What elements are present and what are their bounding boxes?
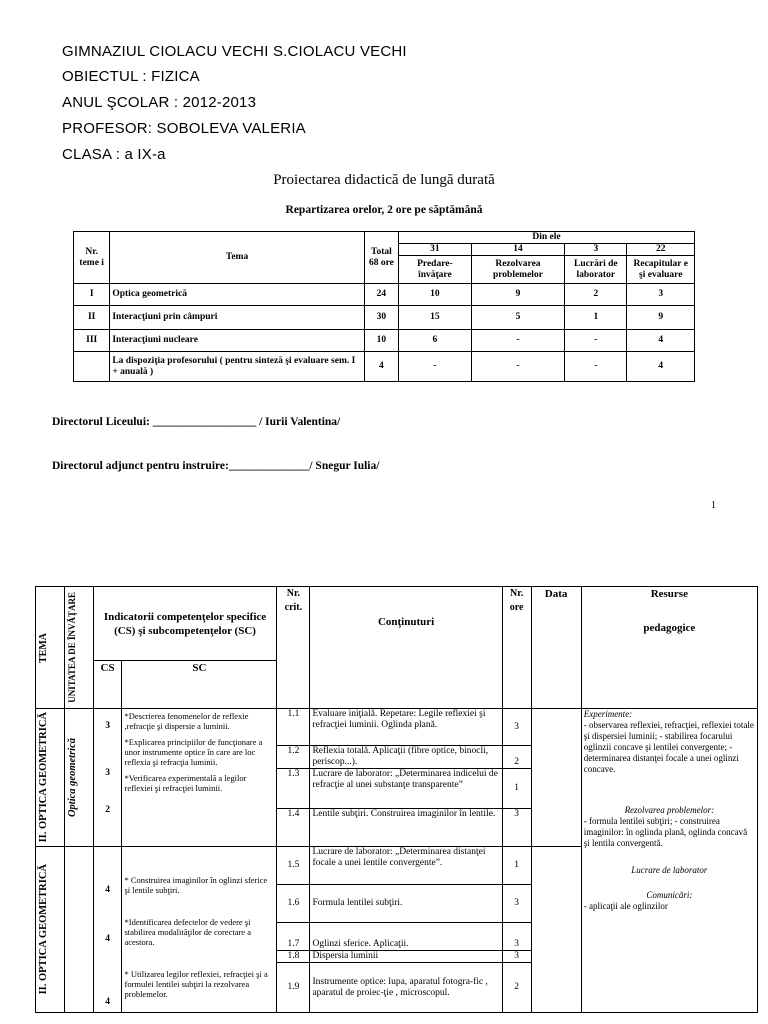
lesson-nr: 1.8 — [277, 951, 310, 963]
lesson-content: Oglinzi sferice. Aplicaţii. — [310, 923, 502, 951]
experiments-title: Experimente: — [583, 709, 633, 719]
school-year-line: ANUL ŞCOLAR : 2012-2013 — [62, 94, 257, 111]
lesson-content: Lucrare de laborator: „Determinarea distanţei focale a unei lentile convergente”. — [310, 847, 502, 885]
experiments-list: - observarea reflexiei, refracţiei, reflexiei totale şi dispersiei luminii; - stabilirea focarului oglinzii concave şi lentilei convergente; - determinarea distanţei focale a unei oglinzi concave. — [583, 720, 754, 774]
lesson-nr: 1.2 — [277, 746, 310, 769]
row-c1: 10 — [399, 284, 472, 306]
class-line: CLASA : a IX-a — [62, 146, 166, 163]
header-tema-cell — [36, 587, 65, 709]
cs-cell-1 — [93, 709, 122, 847]
table-row — [74, 306, 695, 330]
row-nr — [74, 352, 110, 382]
row-c3: 2 — [565, 284, 627, 306]
label-predare: Predare-învăţare — [399, 256, 472, 284]
communications-title: Comunicări: — [646, 890, 693, 900]
cs-cell-2 — [93, 847, 122, 1013]
lesson-nr: 1.4 — [277, 809, 310, 847]
header-unit-cell — [64, 587, 93, 709]
lesson-nr: 1.3 — [277, 769, 310, 809]
row-c2: - — [471, 352, 564, 382]
sc-item: *Descrierea fenomenelor de reflexie ,refracţie şi dispersie a luminii. — [124, 711, 249, 731]
lesson-nr: 1.7 — [277, 923, 310, 951]
lesson-hours: 1 — [502, 769, 531, 809]
teacher-line: PROFESOR: SOBOLEVA VALERIA — [62, 120, 306, 137]
table-row — [74, 330, 695, 352]
lesson-hours: 2 — [502, 746, 531, 769]
row-c4: 4 — [627, 352, 695, 382]
row-c4: 4 — [627, 330, 695, 352]
unit-cell-1 — [64, 709, 93, 847]
tema-label: II. OPTICA GEOMETRICĂ — [38, 712, 49, 843]
row-c2: 5 — [471, 306, 564, 330]
row-c4: 9 — [627, 306, 695, 330]
document-subtitle: Repartizarea orelor, 2 ore pe săptămână — [285, 204, 483, 216]
tema-cell-1 — [36, 709, 65, 847]
sc-item: * Utilizarea legilor reflexiei, refracţiei şi a formulei lentilei subţiri la rezolvarea problemelor. — [124, 969, 268, 999]
subject-line: OBIECTUL : FIZICA — [62, 68, 200, 85]
document-title: Proiectarea didactică de lungă durată — [273, 172, 495, 188]
row-tema: Interacţiuni prin câmpuri — [110, 306, 364, 330]
lesson-hours: 3 — [502, 923, 531, 951]
row-nr: II — [74, 306, 110, 330]
header-content: Conţinuturi — [310, 587, 502, 709]
row-c1: 15 — [399, 306, 472, 330]
lesson-hours: 3 — [502, 809, 531, 847]
label-recapitulare: Recapitular e şi evaluare — [627, 256, 695, 284]
header-sc: SC — [122, 661, 277, 709]
row-total: 24 — [364, 284, 398, 306]
planning-table — [35, 586, 758, 1013]
sc-item: * Construirea imaginilor în oglinzi sferice şi lentile subţiri. — [124, 875, 268, 895]
lesson-hours: 3 — [502, 885, 531, 923]
tema-label: II. OPTICA GEOMETRICĂ — [38, 864, 49, 995]
header-total: Total 68 ore — [364, 232, 398, 284]
header-resources — [581, 587, 757, 709]
lesson-content: Reflexia totală. Aplicaţii (fibre optice, binocli, periscop...). — [310, 746, 502, 769]
cs-value: 4 — [105, 934, 110, 944]
tema-cell-2 — [36, 847, 65, 1013]
director-signature: Directorul Liceului: __________________ / Iurii Valentina/ — [52, 416, 341, 428]
table-row — [74, 352, 695, 382]
unit-cell-2 — [64, 847, 93, 1013]
lesson-nr: 1.5 — [277, 847, 310, 885]
row-tema: Interacţiuni nucleare — [110, 330, 364, 352]
lesson-hours: 2 — [502, 963, 531, 1013]
cs-value: 3 — [105, 768, 110, 778]
date-cell — [531, 709, 581, 847]
cs-value: 3 — [105, 721, 110, 731]
lesson-nr: 1.9 — [277, 963, 310, 1013]
cs-value: 4 — [105, 885, 110, 895]
unit-label: Optica geometrică — [66, 737, 78, 818]
sc-cell-1 — [122, 709, 277, 847]
header-cs: CS — [93, 661, 122, 709]
lesson-content: Evaluare iniţială. Repetare: Legile reflexiei şi refracţiei luminii. Oglinda plană. — [310, 709, 502, 746]
row-c1: - — [399, 352, 472, 382]
hours-distribution-table — [73, 231, 695, 382]
count-lucrari: 3 — [565, 244, 627, 256]
label-rezolvare: Rezolvarea problemelor — [471, 256, 564, 284]
table-row — [74, 284, 695, 306]
header-indicators: Indicatorii competenţelor specifice (CS) şi subcompetenţelor (SC) — [93, 587, 277, 661]
header-nr-ore: Nr. ore — [502, 587, 531, 709]
label-lucrari: Lucrări de laborator — [565, 256, 627, 284]
row-tema: La dispoziţia profesorului ( pentru sinteză şi evaluare sem. I + anuală ) — [110, 352, 364, 382]
header-resources-2: pedagogice — [643, 622, 696, 634]
row-c3: - — [565, 352, 627, 382]
lesson-content: Dispersia luminii — [310, 951, 502, 963]
row-c1: 6 — [399, 330, 472, 352]
sc-item: *Explicarea principiilor de funcţionare a unor instrumente optice în care are loc reflexia şi refracţia luminii. — [124, 737, 263, 767]
sc-item: *Identificarea defectelor de vedere şi stabilirea modalităţilor de corectare a acestora. — [124, 917, 251, 947]
header-tema: TEMA — [38, 632, 49, 663]
lesson-content: Formula lentilei subţiri. — [310, 885, 502, 923]
count-recapitulare: 22 — [627, 244, 695, 256]
lesson-nr: 1.6 — [277, 885, 310, 923]
lesson-hours: 3 — [502, 709, 531, 746]
row-c4: 3 — [627, 284, 695, 306]
resources-cell — [581, 709, 757, 1013]
header-din-ele: Din ele — [399, 232, 695, 244]
school-name: GIMNAZIUL CIOLACU VECHI S.CIOLACU VECHI — [62, 43, 407, 60]
row-total: 10 — [364, 330, 398, 352]
count-predare: 31 — [399, 244, 472, 256]
communications-list: - aplicaţii ale oglinzilor — [583, 901, 668, 911]
date-cell — [531, 847, 581, 1013]
row-c3: 1 — [565, 306, 627, 330]
row-total: 4 — [364, 352, 398, 382]
header-tema: Tema — [110, 232, 364, 284]
lab-title: Lucrare de laborator — [631, 865, 708, 875]
problems-title: Rezolvarea problemelor: — [624, 805, 715, 815]
lesson-content: Lentile subţiri. Construirea imaginilor în lentile. — [310, 809, 502, 847]
header-nr-crit: Nr. crit. — [277, 587, 310, 709]
lesson-content: Instrumente optice: lupa, aparatul fotogra-fic , aparatul de proiec-ţie , microscopul. — [310, 963, 502, 1013]
cs-value: 4 — [105, 997, 110, 1007]
deputy-signature: Directorul adjunct pentru instruire:______________/ Snegur Iulia/ — [52, 460, 380, 472]
header-resources-1: Resurse — [650, 588, 688, 600]
sc-cell-2 — [122, 847, 277, 1013]
sc-item: *Verificarea experimentală a legilor reflexiei şi refracţiei luminii. — [124, 773, 247, 793]
row-nr: III — [74, 330, 110, 352]
row-nr: I — [74, 284, 110, 306]
cs-value: 2 — [105, 805, 110, 815]
row-tema: Optica geometrică — [110, 284, 364, 306]
row-c3: - — [565, 330, 627, 352]
lesson-hours: 3 — [502, 951, 531, 963]
header-data: Data — [531, 587, 581, 709]
header-nr: Nr. teme i — [74, 232, 110, 284]
row-total: 30 — [364, 306, 398, 330]
header-unit: UNITATEA DE ÎNVĂŢARE — [66, 592, 77, 703]
row-c2: - — [471, 330, 564, 352]
problems-list: - formula lentilei subţiri; - construirea imaginilor: în oglinda plană, oglinda concavă şi lentila convergentă. — [583, 816, 748, 848]
row-c2: 9 — [471, 284, 564, 306]
count-rezolvare: 14 — [471, 244, 564, 256]
page-number: 1 — [711, 500, 716, 511]
lesson-nr: 1.1 — [277, 709, 310, 746]
lesson-hours: 1 — [502, 847, 531, 885]
lesson-content: Lucrare de laborator: „Determinarea indicelui de refracţie al unei substanţe transparente” — [310, 769, 502, 809]
